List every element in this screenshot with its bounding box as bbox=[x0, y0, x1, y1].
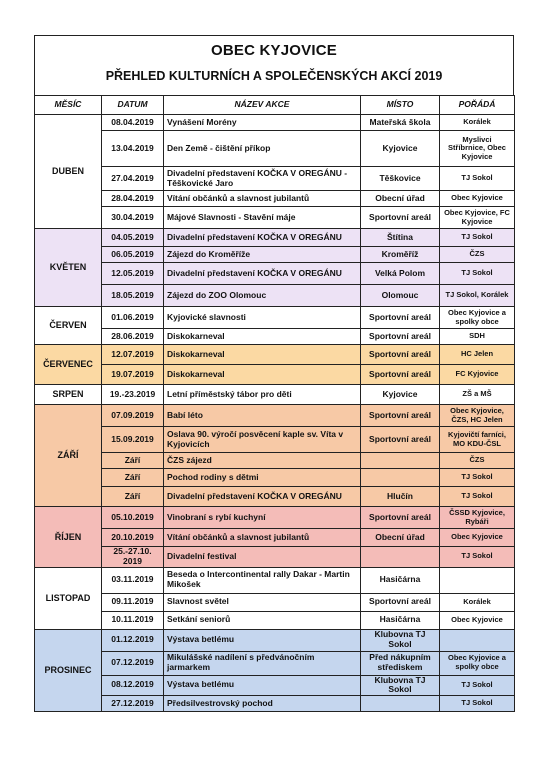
date-cell: 07.12.2019 bbox=[102, 651, 164, 675]
organizer-cell: TJ Sokol bbox=[440, 167, 515, 191]
table-row bbox=[35, 385, 515, 405]
event-name-cell: Výstava betlému bbox=[164, 675, 361, 696]
table-row bbox=[35, 453, 515, 469]
table-row bbox=[35, 507, 515, 529]
place-cell: Obecní úřad bbox=[361, 529, 440, 547]
place-cell: Klubovna TJ Sokol bbox=[361, 675, 440, 696]
event-name-cell: Diskokarneval bbox=[164, 365, 361, 385]
organizer-cell: Kyjovičtí farníci, MO KDU-ČSL bbox=[440, 427, 515, 453]
event-name-cell: Vítání občánků a slavnost jubilantů bbox=[164, 529, 361, 547]
table-row bbox=[35, 229, 515, 247]
table-row bbox=[35, 651, 515, 675]
table-row bbox=[35, 167, 515, 191]
organizer-cell: ZŠ a MŠ bbox=[440, 385, 515, 405]
table-row bbox=[35, 307, 515, 329]
table-row bbox=[35, 487, 515, 507]
place-cell: Obecní úřad bbox=[361, 191, 440, 207]
table-row bbox=[35, 365, 515, 385]
place-cell bbox=[361, 469, 440, 487]
month-cell: ZÁŘÍ bbox=[35, 405, 102, 507]
date-cell: 12.05.2019 bbox=[102, 263, 164, 285]
event-name-cell: Diskokarneval bbox=[164, 329, 361, 345]
place-cell: Olomouc bbox=[361, 285, 440, 307]
event-name-cell: Divadelní představení KOČKA V OREGÁNU - Těškovické Jaro bbox=[164, 167, 361, 191]
event-name-cell: Diskokarneval bbox=[164, 345, 361, 365]
place-cell bbox=[361, 453, 440, 469]
organizer-cell bbox=[440, 629, 515, 651]
organizer-cell: Obec Kyjovice bbox=[440, 191, 515, 207]
event-name-cell: Mikulášské nadílení s předvánočním jarmarkem bbox=[164, 651, 361, 675]
organizer-cell: ČSSD Kyjovice, Rybáři bbox=[440, 507, 515, 529]
event-name-cell: ČZS zájezd bbox=[164, 453, 361, 469]
table-row bbox=[35, 247, 515, 263]
date-cell: 04.05.2019 bbox=[102, 229, 164, 247]
event-name-cell: Slavnost světel bbox=[164, 593, 361, 611]
date-cell: 28.06.2019 bbox=[102, 329, 164, 345]
table-row bbox=[35, 675, 515, 696]
date-cell: 08.12.2019 bbox=[102, 675, 164, 696]
page-title: OBEC KYJOVICE bbox=[211, 42, 337, 59]
table-row bbox=[35, 529, 515, 547]
place-cell: Sportovní areál bbox=[361, 345, 440, 365]
organizer-cell: SDH bbox=[440, 329, 515, 345]
place-cell: Štítina bbox=[361, 229, 440, 247]
table-row bbox=[35, 285, 515, 307]
event-name-cell: Babí léto bbox=[164, 405, 361, 427]
event-name-cell: Kyjovické slavnosti bbox=[164, 307, 361, 329]
table-row bbox=[35, 547, 515, 568]
date-cell: 09.11.2019 bbox=[102, 593, 164, 611]
table-row bbox=[35, 593, 515, 611]
date-cell: Září bbox=[102, 469, 164, 487]
date-cell: 30.04.2019 bbox=[102, 207, 164, 229]
event-name-cell: Zájezd do Kroměříže bbox=[164, 247, 361, 263]
table-row bbox=[35, 345, 515, 365]
place-cell: Mateřská škola bbox=[361, 115, 440, 131]
date-cell: 28.04.2019 bbox=[102, 191, 164, 207]
event-name-cell: Májové Slavnosti - Stavění máje bbox=[164, 207, 361, 229]
place-cell: Sportovní areál bbox=[361, 427, 440, 453]
table-row bbox=[35, 191, 515, 207]
table-row bbox=[35, 263, 515, 285]
table-header-row bbox=[35, 96, 515, 115]
place-cell: Kyjovice bbox=[361, 385, 440, 405]
table-body bbox=[35, 115, 515, 712]
date-cell: 01.06.2019 bbox=[102, 307, 164, 329]
organizer-cell: TJ Sokol bbox=[440, 675, 515, 696]
place-cell: Sportovní areál bbox=[361, 207, 440, 229]
place-cell bbox=[361, 696, 440, 712]
event-name-cell: Předsilvestrovský pochod bbox=[164, 696, 361, 712]
place-cell: Sportovní areál bbox=[361, 405, 440, 427]
organizer-cell: Obec Kyjovice, FC Kyjovice bbox=[440, 207, 515, 229]
table-row bbox=[35, 427, 515, 453]
place-cell: Hasičárna bbox=[361, 611, 440, 629]
organizer-cell: Korálek bbox=[440, 593, 515, 611]
month-cell: DUBEN bbox=[35, 115, 102, 229]
date-cell: 12.07.2019 bbox=[102, 345, 164, 365]
column-header-month: MĚSÍC bbox=[35, 96, 102, 115]
place-cell: Sportovní areál bbox=[361, 307, 440, 329]
event-name-cell: Vítání občánků a slavnost jubilantů bbox=[164, 191, 361, 207]
event-name-cell: Divadelní festival bbox=[164, 547, 361, 568]
date-cell: 10.11.2019 bbox=[102, 611, 164, 629]
organizer-cell: Korálek bbox=[440, 115, 515, 131]
schedule-page bbox=[34, 35, 514, 712]
table-row bbox=[35, 207, 515, 229]
organizer-cell bbox=[440, 567, 515, 593]
organizer-cell: Obec Kyjovice, ČZS, HC Jelen bbox=[440, 405, 515, 427]
organizer-cell: ČZS bbox=[440, 247, 515, 263]
date-cell: 05.10.2019 bbox=[102, 507, 164, 529]
place-cell: Těškovice bbox=[361, 167, 440, 191]
table-row bbox=[35, 405, 515, 427]
organizer-cell: Obec Kyjovice a spolky obce bbox=[440, 307, 515, 329]
date-cell: 25.-27.10. 2019 bbox=[102, 547, 164, 568]
table-row bbox=[35, 469, 515, 487]
place-cell: Sportovní areál bbox=[361, 365, 440, 385]
place-cell: Kyjovice bbox=[361, 131, 440, 167]
month-cell: ČERVENEC bbox=[35, 345, 102, 385]
event-name-cell: Letní příměstský tábor pro děti bbox=[164, 385, 361, 405]
date-cell: 01.12.2019 bbox=[102, 629, 164, 651]
table-row bbox=[35, 611, 515, 629]
event-name-cell: Den Země - čištění příkop bbox=[164, 131, 361, 167]
organizer-cell: TJ Sokol, Korálek bbox=[440, 285, 515, 307]
place-cell: Sportovní areál bbox=[361, 329, 440, 345]
organizer-cell: Obec Kyjovice bbox=[440, 611, 515, 629]
month-cell: ČERVEN bbox=[35, 307, 102, 345]
month-cell: KVĚTEN bbox=[35, 229, 102, 307]
date-cell: 18.05.2019 bbox=[102, 285, 164, 307]
table-row bbox=[35, 115, 515, 131]
month-cell: PROSINEC bbox=[35, 629, 102, 712]
organizer-cell: Obec Kyjovice a spolky obce bbox=[440, 651, 515, 675]
organizer-cell: TJ Sokol bbox=[440, 487, 515, 507]
date-cell: 03.11.2019 bbox=[102, 567, 164, 593]
event-name-cell: Pochod rodiny s dětmi bbox=[164, 469, 361, 487]
date-cell: 08.04.2019 bbox=[102, 115, 164, 131]
organizer-cell: ČZS bbox=[440, 453, 515, 469]
event-name-cell: Oslava 90. výročí posvěcení kaple sv. Víta v Kyjovicích bbox=[164, 427, 361, 453]
table-row bbox=[35, 329, 515, 345]
organizer-cell: FC Kyjovice bbox=[440, 365, 515, 385]
month-cell: ŘÍJEN bbox=[35, 507, 102, 568]
organizer-cell: Obec Kyjovice bbox=[440, 529, 515, 547]
table-row bbox=[35, 629, 515, 651]
event-name-cell: Divadelní představení KOČKA V OREGÁNU bbox=[164, 487, 361, 507]
place-cell: Sportovní areál bbox=[361, 593, 440, 611]
date-cell: 19.-23.2019 bbox=[102, 385, 164, 405]
event-name-cell: Divadelní představení KOČKA V OREGÁNU bbox=[164, 263, 361, 285]
place-cell: Velká Polom bbox=[361, 263, 440, 285]
date-cell: 19.07.2019 bbox=[102, 365, 164, 385]
event-name-cell: Setkání seniorů bbox=[164, 611, 361, 629]
date-cell: 15.09.2019 bbox=[102, 427, 164, 453]
date-cell: 27.04.2019 bbox=[102, 167, 164, 191]
date-cell: Září bbox=[102, 487, 164, 507]
column-header-date: DATUM bbox=[102, 96, 164, 115]
date-cell: 07.09.2019 bbox=[102, 405, 164, 427]
organizer-cell: TJ Sokol bbox=[440, 229, 515, 247]
month-cell: LISTOPAD bbox=[35, 567, 102, 629]
organizer-cell: HC Jelen bbox=[440, 345, 515, 365]
column-header-organizer: POŘÁDÁ bbox=[440, 96, 515, 115]
table-row bbox=[35, 696, 515, 712]
place-cell bbox=[361, 547, 440, 568]
header-box bbox=[34, 35, 514, 95]
event-name-cell: Divadelní představení KOČKA V OREGÁNU bbox=[164, 229, 361, 247]
event-name-cell: Výstava betlému bbox=[164, 629, 361, 651]
date-cell: Září bbox=[102, 453, 164, 469]
event-name-cell: Beseda o Intercontinental rally Dakar - Martin Mikošek bbox=[164, 567, 361, 593]
date-cell: 06.05.2019 bbox=[102, 247, 164, 263]
table-row bbox=[35, 131, 515, 167]
place-cell: Sportovní areál bbox=[361, 507, 440, 529]
table-row bbox=[35, 567, 515, 593]
events-table bbox=[34, 95, 515, 712]
place-cell: Klubovna TJ Sokol bbox=[361, 629, 440, 651]
date-cell: 27.12.2019 bbox=[102, 696, 164, 712]
event-name-cell: Vinobraní s rybí kuchyní bbox=[164, 507, 361, 529]
column-header-event: NÁZEV AKCE bbox=[164, 96, 361, 115]
organizer-cell: Myslivci Stříbrnice, Obec Kyjovice bbox=[440, 131, 515, 167]
event-name-cell: Zájezd do ZOO Olomouc bbox=[164, 285, 361, 307]
date-cell: 20.10.2019 bbox=[102, 529, 164, 547]
place-cell: Hasičárna bbox=[361, 567, 440, 593]
place-cell: Hlučín bbox=[361, 487, 440, 507]
organizer-cell: TJ Sokol bbox=[440, 469, 515, 487]
organizer-cell: TJ Sokol bbox=[440, 696, 515, 712]
place-cell: Před nákupním střediskem bbox=[361, 651, 440, 675]
place-cell: Kroměříž bbox=[361, 247, 440, 263]
month-cell: SRPEN bbox=[35, 385, 102, 405]
page-subtitle: PŘEHLED KULTURNÍCH A SPOLEČENSKÝCH AKCÍ 2019 bbox=[105, 69, 443, 83]
organizer-cell: TJ Sokol bbox=[440, 547, 515, 568]
date-cell: 13.04.2019 bbox=[102, 131, 164, 167]
column-header-place: MÍSTO bbox=[361, 96, 440, 115]
event-name-cell: Vynášení Morény bbox=[164, 115, 361, 131]
organizer-cell: TJ Sokol bbox=[440, 263, 515, 285]
